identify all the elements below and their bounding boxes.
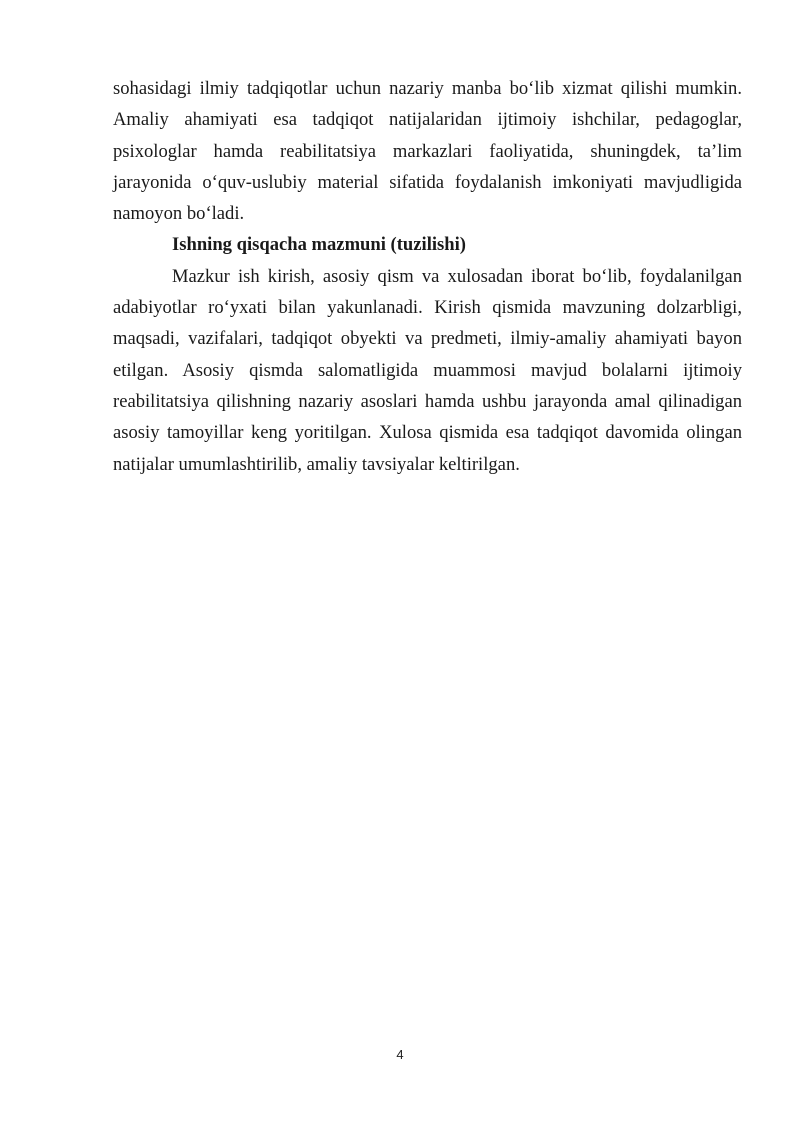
page-number: 4 — [396, 1047, 404, 1062]
paragraph-structure-summary: Mazkur ish kirish, asosiy qism va xulosadan iborat boʻlib, foydalanilgan adabiyotlar roʻyxati bilan yakunlanadi. Kirish qismida mavzuning dolzarbligi, maqsadi, vazifalari, tadqiqot obyekti va predmeti, ilmiy-amaliy ahamiyati bayon etilgan. Asosiy qismda salomatligida muammosi mavjud bolalarni ijtimoiy reabilitatsiya qilishning nazariy asoslari hamda ushbu jarayonda amal qilinadigan asosiy tamoyillar keng yoritilgan. Xulosa qismida esa tadqiqot davomida olingan natijalar umumlashtirilib, amaliy tavsiyalar keltirilgan. — [113, 265, 742, 475]
paragraph-practical-significance: sohasidagi ilmiy tadqiqotlar uchun nazariy manba boʻlib xizmat qilishi mumkin. Amaliy ahamiyati esa tadqiqot natijalaridan ijtimoiy ishchilar, pedagoglar, psixologlar hamda reabilitatsiya markazlari faoliyatida, shuningdek, ta’lim jarayonida oʻquv-uslubiy material sifatida foydalanish imkoniyati mavjudligida namoyon boʻladi. — [113, 78, 742, 225]
section-heading: Ishning qisqacha mazmuni (tuzilishi) — [172, 234, 466, 256]
body-text — [113, 73, 742, 480]
